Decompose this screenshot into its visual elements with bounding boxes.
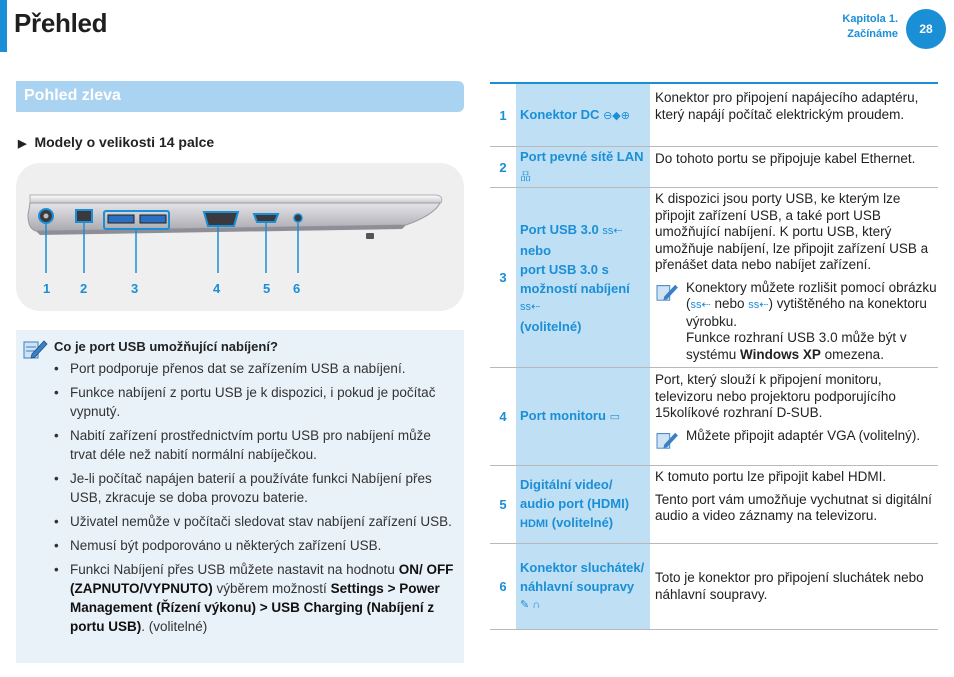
description-text: Toto je konektor pro připojení sluchátek nebo náhlavní soupravy. [655, 570, 924, 602]
port-name-or: nebo [520, 242, 552, 258]
page-number-badge: 28 [906, 9, 946, 49]
table-row [490, 544, 938, 630]
row-label [516, 544, 650, 629]
row-label [516, 368, 650, 465]
bullet-text: výběrem možností [212, 581, 331, 596]
port-name-charging: port USB 3.0 s možností nabíjení [520, 261, 630, 296]
table-row [490, 368, 938, 466]
note-pencil-icon [655, 282, 679, 302]
monitor-icon: ▭ [609, 411, 620, 423]
callout-number: 2 [80, 281, 88, 296]
row-description [655, 151, 938, 168]
list-item: • Uživatel nemůže v počítači sledovat stav nabíjení zařízení USB. [54, 512, 454, 531]
port-name: Konektor DC [520, 106, 600, 122]
callout-number: 5 [263, 281, 271, 296]
chapter-label [842, 12, 898, 42]
row-number: 3 [499, 270, 507, 285]
port-name: Port pevné sítě LAN [520, 149, 644, 164]
description-text: Tento port vám umožňuje vychutnat si digitální audio a video záznamy na televizoru. [655, 491, 932, 523]
row-label [516, 84, 650, 146]
usb-ss-charging-icon: ss⇠ [520, 300, 541, 313]
callout-number: 3 [131, 281, 139, 296]
row-number: 1 [499, 107, 507, 123]
dc-power-icon: ⊖◆⊕ [603, 109, 630, 122]
port-name: Port monitoru [520, 408, 606, 423]
port-name: Port USB 3.0 [520, 221, 599, 237]
description-text: K dispozici jsou porty USB, ke kterým lze připojit zařízení USB, a také port USB umožňující nabíjení. K portu USB, který umožňuje nabíjení, lze připojit zařízení USB a přenášet data nebo nabíjet zařízení. [655, 191, 929, 272]
hdmi-icon: HDMI [520, 518, 549, 530]
row-note [655, 428, 938, 445]
table-row [490, 84, 938, 147]
list-item: • Nemusí být podporováno u některých zařízení USB. [54, 536, 454, 555]
table-row [490, 466, 938, 544]
port-name: Digitální video/ audio port (HDMI) [520, 477, 630, 511]
bullet-bold-text: ON/ OFF (ZAPNUTO/VYPNUTO) [70, 562, 454, 596]
port-name-optional: (volitelné) [520, 318, 582, 334]
note-text: Konektory můžete rozlišit pomocí obrázku ( [686, 279, 937, 311]
row-description [655, 570, 938, 603]
chapter-name: Začínáme [847, 28, 898, 40]
port-name: Konektor sluchátek/ náhlavní soupravy [520, 560, 645, 594]
row-note [655, 280, 938, 364]
description-text: Do tohoto portu se připojuje kabel Ethernet. [655, 151, 916, 166]
note-text: ) vytištěného na konektoru výrobku. [686, 296, 927, 329]
callout-number: 6 [293, 281, 301, 296]
row-number: 5 [499, 497, 507, 512]
usb-ss-icon: ss⇠ [690, 299, 711, 311]
table-row [490, 147, 938, 188]
section-header [16, 81, 464, 112]
note-text: nebo [710, 296, 749, 311]
note-bold-text: Windows XP [740, 346, 821, 362]
row-label [516, 147, 650, 187]
row-description [655, 469, 938, 525]
list-item: • Nabití zařízení prostřednictvím portu USB pro nabíjení může trvat déle než nabití normální nabíječkou. [54, 426, 454, 464]
description-text: Port, který slouží k připojení monitoru, televizoru nebo projektoru podporujícího 15kolíkové rozhraní D-SUB. [655, 372, 896, 420]
row-number: 6 [499, 579, 507, 594]
section-title: Pohled zleva [24, 87, 121, 104]
list-item: • Port podporuje přenos dat se zařízením USB a nabíjení. [54, 359, 454, 378]
callout-number: 4 [213, 281, 221, 296]
note-text: Funkce rozhraní USB 3.0 může být v systému [686, 330, 907, 362]
page-title: Přehled [14, 8, 108, 38]
row-description [655, 90, 938, 123]
list-item: • Je-li počítač napájen baterií a používáte funkci Nabíjení přes USB, zkracuje se doba provozu baterie. [54, 469, 454, 507]
bullet-text: . (volitelné) [141, 619, 208, 634]
models-heading [18, 134, 214, 150]
note-bullet-list [54, 359, 454, 641]
note-pencil-icon [655, 430, 679, 450]
note-text: Můžete připojit adaptér VGA (volitelný). [686, 427, 921, 443]
lan-icon: 品 [520, 171, 531, 183]
usb-ss-icon: ss⇠ [602, 224, 623, 237]
list-item [54, 560, 454, 636]
row-label [516, 188, 650, 367]
list-item: • Funkce nabíjení z portu USB je k dispozici, i pokud je počítač vypnutý. [54, 383, 454, 421]
description-text: Konektor pro připojení napájecího adaptéru, který napájí počítač elektrickým proudem. [655, 90, 919, 122]
note-title: Co je port USB umožňující nabíjení? [54, 339, 278, 354]
note-text: omezena. [820, 346, 884, 362]
row-description [655, 372, 938, 444]
bullet-text: Funkci Nabíjení přes USB můžete nastavit na hodnotu [70, 562, 399, 577]
table-row [490, 188, 938, 368]
headset-icon: ✎ ∩ [520, 599, 541, 611]
bullet-bold-text: Settings > Power Management (Řízení výkonu) > USB Charging (Nabíjení z portu USB) [70, 581, 440, 634]
row-number: 2 [499, 159, 507, 175]
chapter-number: Kapitola 1. [842, 13, 898, 25]
row-number: 4 [499, 409, 507, 424]
description-text: K tomuto portu lze připojit kabel HDMI. [655, 469, 887, 484]
row-description [655, 191, 938, 363]
port-name-optional: (volitelné) [551, 515, 614, 530]
models-label: Modely o velikosti 14 palce [34, 134, 215, 150]
header-accent-bar [0, 0, 7, 52]
row-label [516, 466, 650, 543]
note-pencil-icon [22, 338, 48, 360]
triangle-bullet-icon: ▶ [18, 138, 27, 150]
callout-number: 1 [43, 281, 51, 296]
usb-ss-charging-icon: ss⇠ [748, 299, 769, 311]
